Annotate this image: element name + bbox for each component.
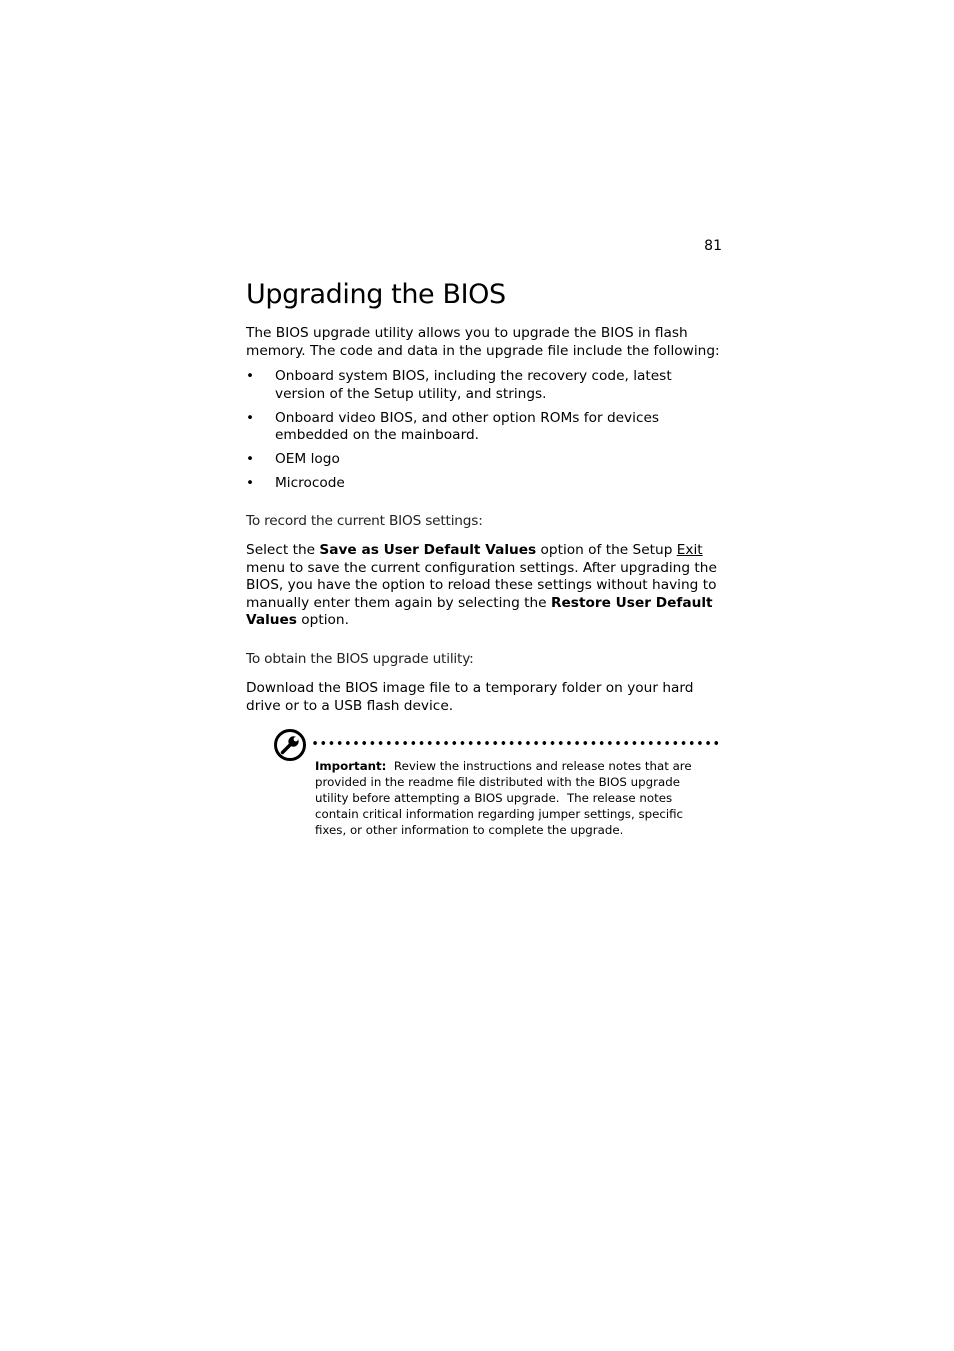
list-item	[246, 410, 724, 445]
bullet-icon: •	[246, 368, 255, 384]
restore-user-defaults-option: Restore User Default Values	[246, 594, 713, 629]
list-item	[246, 451, 724, 469]
obtain-utility-paragraph: Download the BIOS image file to a temporary folder on your hard drive or to a USB flash device.	[246, 680, 694, 714]
bullet-icon: •	[246, 409, 255, 426]
record-text-part2: option of the Setup	[536, 542, 677, 558]
record-settings-heading: To record the current BIOS settings:	[246, 513, 483, 529]
list-item-text: OEM logo	[275, 451, 340, 468]
record-text-part3: menu to save the current configuration settings. After upgrading the BIOS, you have the option to reload these settings without having to manually enter them again by selecting the	[246, 559, 717, 611]
exit-menu-label: Exit	[676, 542, 703, 558]
list-item-text: Onboard system BIOS, including the recovery code, latest version of the Setup utility, and strings.	[275, 368, 672, 402]
list-item-text: Microcode	[275, 475, 345, 492]
intro-paragraph: The BIOS upgrade utility allows you to upgrade the BIOS in flash memory. The code and data in the upgrade file include the following:	[246, 325, 720, 359]
record-settings-paragraph	[246, 542, 724, 630]
record-text-part4: option.	[296, 612, 349, 629]
list-item-text: Onboard video BIOS, and other option ROMs for devices embedded on the mainboard.	[275, 409, 660, 444]
feature-list	[246, 368, 724, 499]
important-note	[273, 728, 723, 848]
dotted-divider	[311, 741, 719, 745]
wrench-icon	[273, 728, 307, 762]
bullet-icon: •	[246, 475, 255, 492]
page-number: 81	[704, 238, 722, 254]
note-text	[315, 758, 705, 838]
list-item	[246, 475, 724, 493]
record-text-part1: Select the	[246, 542, 320, 558]
save-user-defaults-option: Save as User Default Values	[319, 542, 537, 558]
page-title: Upgrading the BIOS	[246, 279, 506, 310]
obtain-utility-heading: To obtain the BIOS upgrade utility:	[246, 651, 474, 667]
note-body: Review the instructions and release notes that are provided in the readme file distributed with the BIOS upgrade utility before attempting a BIOS upgrade. The release notes contain critical information regarding jumper settings, specific fixes, or other information to complete the upgrade.	[315, 759, 696, 837]
bullet-icon: •	[246, 451, 255, 468]
list-item	[246, 368, 724, 403]
note-label: Important:	[315, 759, 387, 773]
